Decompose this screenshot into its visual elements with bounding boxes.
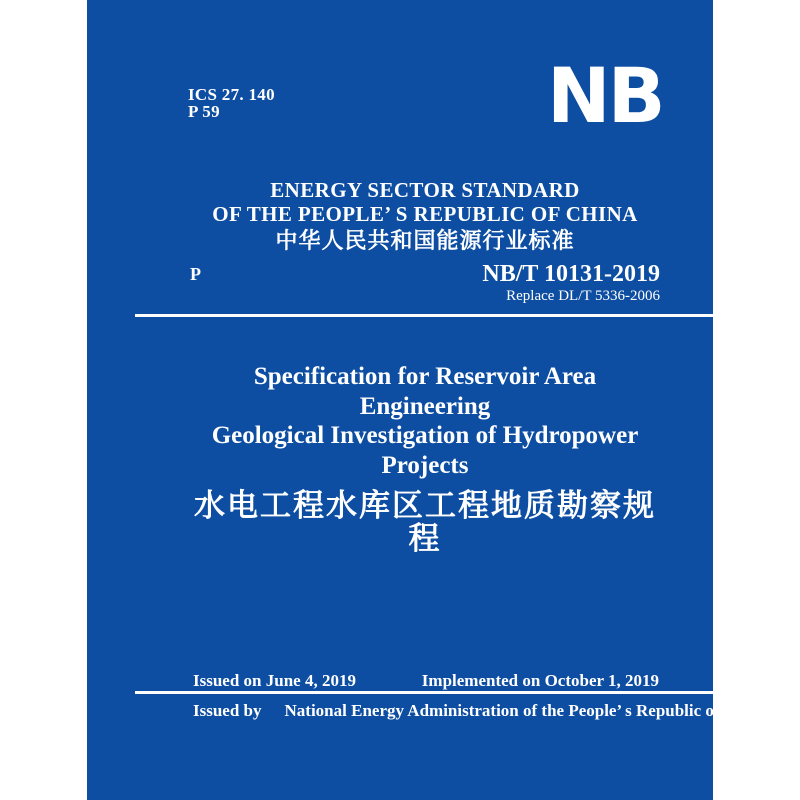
title-en-line1: Specification for Reservoir Area Engineering	[253, 363, 597, 420]
ics-code: ICS 27. 140	[188, 85, 275, 104]
bottom-divider-line	[135, 691, 713, 694]
title-en-line2: Geological Investigation of Hydropower Projects	[211, 422, 639, 479]
title-zh: 水电工程水库区工程地质勘察规程	[194, 488, 656, 556]
dates-row	[193, 671, 659, 691]
org-heading-zh: 中华人民共和国能源行业标准	[275, 229, 575, 254]
standard-number: NB/T 10131-2019	[482, 261, 660, 287]
nb-logo: NB	[547, 51, 663, 140]
replaces-note: Replace DL/T 5336-2006	[506, 288, 660, 304]
org-heading-en-line1: ENERGY SECTOR STANDARD	[270, 178, 580, 202]
issued-date: Issued on June 4, 2019	[193, 671, 356, 690]
org-heading-en-line2: OF THE PEOPLE’ S REPUBLIC OF CHINA	[212, 201, 638, 226]
standard-number-block	[482, 262, 660, 305]
standard-title-block	[190, 362, 660, 555]
implemented-date: Implemented on October 1, 2019	[421, 671, 659, 690]
issued-by-row	[193, 701, 769, 721]
standard-cover-page	[87, 0, 769, 800]
category-letter: P	[190, 264, 201, 284]
ics-classification-block	[188, 86, 275, 120]
issued-by-label: Issued by	[193, 701, 262, 720]
doc-class-code: P 59	[188, 102, 220, 121]
org-heading	[190, 179, 660, 254]
issued-by-value: National Energy Administration of the People’ s Republic of China	[284, 701, 769, 720]
top-divider-line	[135, 314, 713, 317]
